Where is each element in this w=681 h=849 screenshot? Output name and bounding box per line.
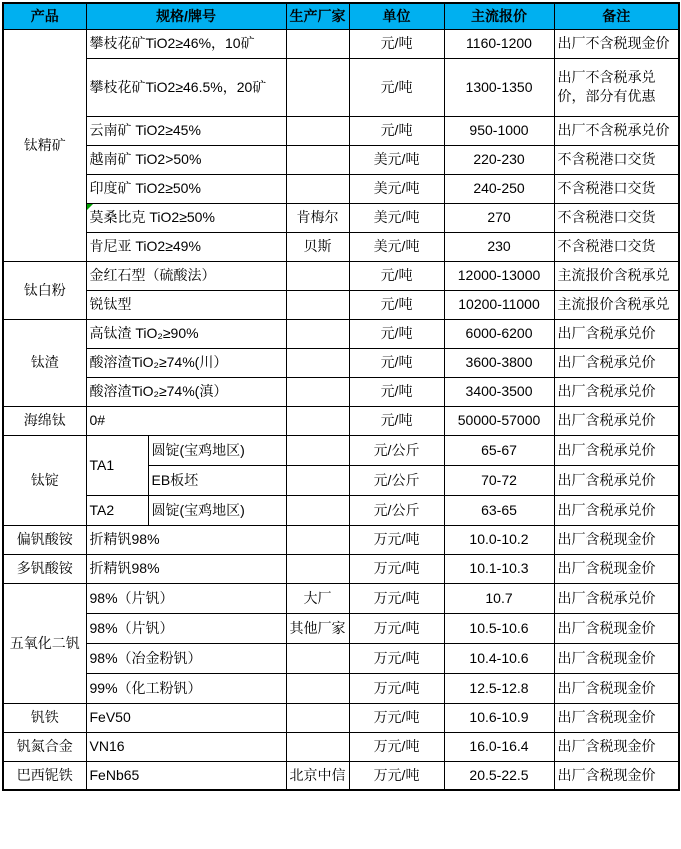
unit-cell: 万元/吨 xyxy=(349,673,444,703)
note-cell: 出厂含税承兑价 xyxy=(554,465,679,495)
maker-cell xyxy=(286,377,349,406)
unit-cell: 美元/吨 xyxy=(349,203,444,232)
table-row xyxy=(3,174,679,203)
table-row xyxy=(3,58,679,116)
unit-cell: 万元/吨 xyxy=(349,761,444,790)
price-cell: 50000-57000 xyxy=(444,406,554,435)
unit-cell: 元/吨 xyxy=(349,377,444,406)
price-cell: 6000-6200 xyxy=(444,319,554,348)
unit-cell: 美元/吨 xyxy=(349,145,444,174)
unit-cell: 万元/吨 xyxy=(349,554,444,583)
unit-cell: 元/吨 xyxy=(349,290,444,319)
spec-cell: 金红石型（硫酸法） xyxy=(86,261,286,290)
product-cell: 钛渣 xyxy=(3,319,86,406)
price-cell: 220-230 xyxy=(444,145,554,174)
note-cell: 出厂含税现金价 xyxy=(554,703,679,732)
unit-cell: 元/吨 xyxy=(349,261,444,290)
price-cell: 20.5-22.5 xyxy=(444,761,554,790)
spec-cell: 锐钛型 xyxy=(86,290,286,319)
spec-cell: 攀枝花矿TiO2≥46.5%，20矿 xyxy=(86,58,286,116)
table-row xyxy=(3,732,679,761)
spec-cell: 越南矿 TiO2>50% xyxy=(86,145,286,174)
price-cell: 1300-1350 xyxy=(444,58,554,116)
price-cell: 240-250 xyxy=(444,174,554,203)
spec-cell: VN16 xyxy=(86,732,286,761)
header-row xyxy=(3,3,679,29)
product-cell: 巴西铌铁 xyxy=(3,761,86,790)
spec-cell: 98%（冶金粉钒） xyxy=(86,643,286,673)
spec-cell xyxy=(86,203,286,232)
product-cell: 钛精矿 xyxy=(3,29,86,261)
note-cell: 不含税港口交货 xyxy=(554,174,679,203)
table-row xyxy=(3,703,679,732)
product-cell: 钛白粉 xyxy=(3,261,86,319)
note-cell: 出厂含税承兑价 xyxy=(554,319,679,348)
unit-cell: 美元/吨 xyxy=(349,232,444,261)
spec-cell: FeNb65 xyxy=(86,761,286,790)
product-cell: 钒铁 xyxy=(3,703,86,732)
spec-cell: 攀枝花矿TiO2≥46%，10矿 xyxy=(86,29,286,58)
price-cell: 950-1000 xyxy=(444,116,554,145)
note-cell: 出厂含税现金价 xyxy=(554,732,679,761)
maker-cell xyxy=(286,525,349,554)
note-cell: 不含税港口交货 xyxy=(554,232,679,261)
unit-cell: 万元/吨 xyxy=(349,643,444,673)
note-cell: 出厂含税现金价 xyxy=(554,761,679,790)
maker-cell xyxy=(286,406,349,435)
unit-cell: 万元/吨 xyxy=(349,703,444,732)
note-cell: 出厂含税承兑价 xyxy=(554,348,679,377)
table-row xyxy=(3,116,679,145)
product-cell: 多钒酸铵 xyxy=(3,554,86,583)
price-cell: 12000-13000 xyxy=(444,261,554,290)
price-cell: 10.6-10.9 xyxy=(444,703,554,732)
note-cell: 出厂含税承兑价 xyxy=(554,435,679,465)
unit-cell: 元/吨 xyxy=(349,348,444,377)
header-product: 产品 xyxy=(3,3,86,29)
unit-cell: 元/吨 xyxy=(349,406,444,435)
table-row xyxy=(3,203,679,232)
note-cell: 主流报价含税承兑 xyxy=(554,290,679,319)
price-cell: 65-67 xyxy=(444,435,554,465)
spec-cell: 98%（片钒） xyxy=(86,613,286,643)
spec-cell: EB板坯 xyxy=(148,465,286,495)
table-row xyxy=(3,435,679,465)
header-price: 主流报价 xyxy=(444,3,554,29)
unit-cell: 元/吨 xyxy=(349,116,444,145)
table-row xyxy=(3,29,679,58)
table-row xyxy=(3,261,679,290)
note-cell: 主流报价含税承兑 xyxy=(554,261,679,290)
maker-cell: 其他厂家 xyxy=(286,613,349,643)
table-row xyxy=(3,232,679,261)
unit-cell: 美元/吨 xyxy=(349,174,444,203)
price-cell: 3400-3500 xyxy=(444,377,554,406)
maker-cell xyxy=(286,290,349,319)
unit-cell: 元/吨 xyxy=(349,58,444,116)
spec-cell: 折精钒98% xyxy=(86,554,286,583)
price-cell: 10.0-10.2 xyxy=(444,525,554,554)
note-cell: 出厂含税承兑价 xyxy=(554,495,679,525)
spec-cell: 圆锭(宝鸡地区) xyxy=(148,495,286,525)
price-cell: 230 xyxy=(444,232,554,261)
maker-cell xyxy=(286,261,349,290)
maker-cell xyxy=(286,643,349,673)
unit-cell: 万元/吨 xyxy=(349,583,444,613)
spec-text: 莫桑比克 TiO2≥50% xyxy=(89,209,215,226)
header-maker: 生产厂家 xyxy=(286,3,349,29)
spec-cell: 高钛渣 TiO₂≥90% xyxy=(86,319,286,348)
price-cell: 10.4-10.6 xyxy=(444,643,554,673)
note-cell: 出厂含税现金价 xyxy=(554,643,679,673)
spec-cell: 酸溶渣TiO₂≥74%(滇） xyxy=(86,377,286,406)
maker-cell xyxy=(286,554,349,583)
price-cell: 63-65 xyxy=(444,495,554,525)
maker-cell xyxy=(286,495,349,525)
price-table xyxy=(2,2,680,791)
price-cell: 1160-1200 xyxy=(444,29,554,58)
maker-cell: 大厂 xyxy=(286,583,349,613)
maker-cell xyxy=(286,319,349,348)
note-cell: 出厂不含税承兑价，部分有优惠 xyxy=(554,58,679,116)
table-row xyxy=(3,554,679,583)
product-cell: 钛锭 xyxy=(3,435,86,525)
unit-cell: 元/公斤 xyxy=(349,495,444,525)
grade-cell: TA2 xyxy=(86,495,148,525)
unit-cell: 万元/吨 xyxy=(349,732,444,761)
table-row xyxy=(3,613,679,643)
table-row xyxy=(3,290,679,319)
product-cell: 海绵钛 xyxy=(3,406,86,435)
price-cell: 70-72 xyxy=(444,465,554,495)
unit-cell: 元/吨 xyxy=(349,319,444,348)
cell-flag-triangle-icon xyxy=(87,204,93,210)
note-cell: 出厂含税现金价 xyxy=(554,673,679,703)
spec-cell: 0# xyxy=(86,406,286,435)
note-cell: 出厂含税现金价 xyxy=(554,525,679,554)
product-cell: 偏钒酸铵 xyxy=(3,525,86,554)
note-cell: 出厂含税现金价 xyxy=(554,554,679,583)
maker-cell xyxy=(286,58,349,116)
spec-cell: 肯尼亚 TiO2≥49% xyxy=(86,232,286,261)
table-row xyxy=(3,525,679,554)
table-row xyxy=(3,319,679,348)
note-cell: 出厂不含税承兑价 xyxy=(554,116,679,145)
product-cell: 钒氮合金 xyxy=(3,732,86,761)
price-cell: 10.7 xyxy=(444,583,554,613)
table-row xyxy=(3,643,679,673)
maker-cell: 贝斯 xyxy=(286,232,349,261)
spec-cell: 折精钒98% xyxy=(86,525,286,554)
price-cell: 270 xyxy=(444,203,554,232)
maker-cell xyxy=(286,703,349,732)
spec-cell: 圆锭(宝鸡地区) xyxy=(148,435,286,465)
spec-cell: 99%（化工粉钒） xyxy=(86,673,286,703)
price-cell: 3600-3800 xyxy=(444,348,554,377)
maker-cell xyxy=(286,116,349,145)
note-cell: 出厂含税承兑价 xyxy=(554,377,679,406)
price-cell: 16.0-16.4 xyxy=(444,732,554,761)
note-cell: 出厂含税现金价 xyxy=(554,613,679,643)
table-row xyxy=(3,495,679,525)
note-cell: 不含税港口交货 xyxy=(554,203,679,232)
spec-cell: 印度矿 TiO2≥50% xyxy=(86,174,286,203)
note-cell: 出厂含税承兑价 xyxy=(554,406,679,435)
spec-cell: 云南矿 TiO2≥45% xyxy=(86,116,286,145)
table-row xyxy=(3,673,679,703)
spec-cell: 98%（片钒） xyxy=(86,583,286,613)
price-cell: 10.1-10.3 xyxy=(444,554,554,583)
grade-cell: TA1 xyxy=(86,435,148,495)
maker-cell xyxy=(286,465,349,495)
product-cell: 五氧化二钒 xyxy=(3,583,86,703)
note-cell: 不含税港口交货 xyxy=(554,145,679,174)
table-row xyxy=(3,377,679,406)
header-note: 备注 xyxy=(554,3,679,29)
maker-cell xyxy=(286,29,349,58)
maker-cell: 北京中信 xyxy=(286,761,349,790)
header-spec: 规格/牌号 xyxy=(86,3,286,29)
maker-cell xyxy=(286,673,349,703)
maker-cell xyxy=(286,348,349,377)
unit-cell: 万元/吨 xyxy=(349,525,444,554)
unit-cell: 元/公斤 xyxy=(349,465,444,495)
maker-cell xyxy=(286,435,349,465)
table-row xyxy=(3,583,679,613)
unit-cell: 元/吨 xyxy=(349,29,444,58)
spec-cell: FeV50 xyxy=(86,703,286,732)
spec-cell: 酸溶渣TiO₂≥74%(川） xyxy=(86,348,286,377)
price-cell: 10.5-10.6 xyxy=(444,613,554,643)
table-row xyxy=(3,406,679,435)
table-row xyxy=(3,761,679,790)
header-unit: 单位 xyxy=(349,3,444,29)
note-cell: 出厂不含税现金价 xyxy=(554,29,679,58)
maker-cell xyxy=(286,145,349,174)
note-cell: 出厂含税承兑价 xyxy=(554,583,679,613)
price-cell: 12.5-12.8 xyxy=(444,673,554,703)
price-cell: 10200-11000 xyxy=(444,290,554,319)
unit-cell: 万元/吨 xyxy=(349,613,444,643)
unit-cell: 元/公斤 xyxy=(349,435,444,465)
maker-cell xyxy=(286,174,349,203)
table-row xyxy=(3,348,679,377)
maker-cell: 肯梅尔 xyxy=(286,203,349,232)
maker-cell xyxy=(286,732,349,761)
table-row xyxy=(3,145,679,174)
